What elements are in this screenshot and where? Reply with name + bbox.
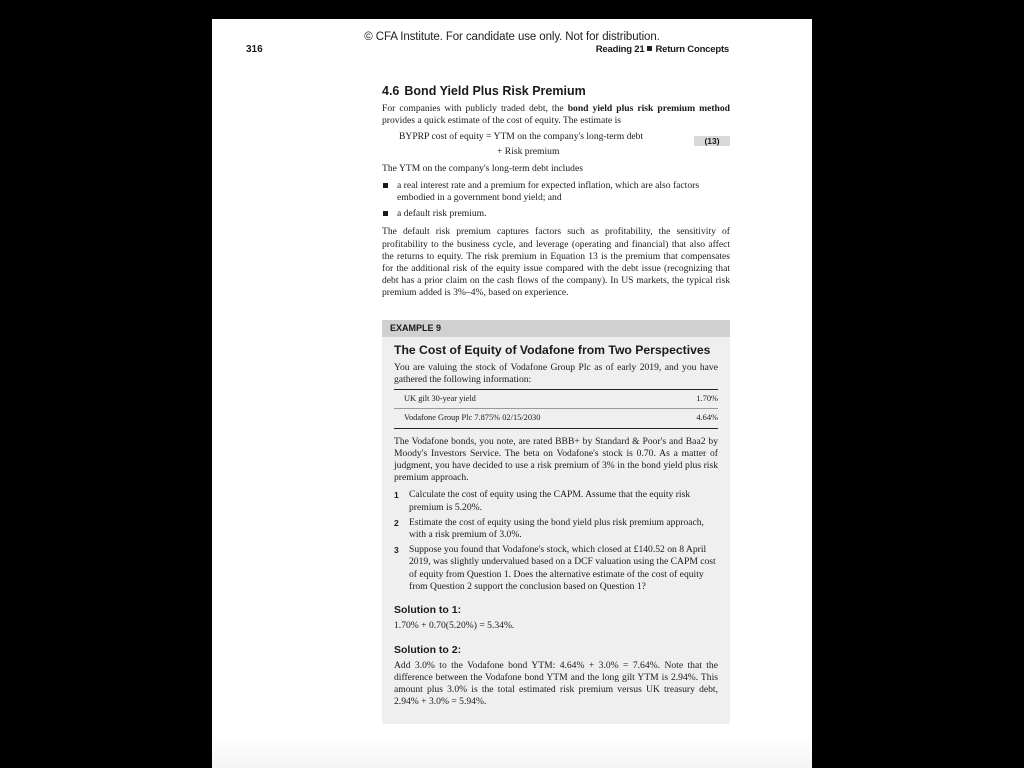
intro-text: For companies with publicly traded debt, the xyxy=(382,103,568,115)
solution-1-heading: Solution to 1: xyxy=(394,604,462,617)
section-number: 4.6 xyxy=(382,84,400,98)
page-number: 316 xyxy=(246,44,263,55)
page-bottom-shading xyxy=(212,738,812,768)
question-text: Calculate the cost of equity using the CAPM. Assume that the equity risk premium is 5.20%. xyxy=(409,489,691,513)
table-cell-value: 4.64% xyxy=(660,409,718,428)
document-page xyxy=(212,19,812,768)
question-list xyxy=(394,489,718,593)
yield-table xyxy=(394,389,718,428)
equation-line-1: BYPRP cost of equity = YTM on the company's long-term debt xyxy=(399,130,644,142)
intro-text-end: provides a quick estimate of the cost of equity. The estimate is xyxy=(382,115,621,127)
reading-label: Reading 21 xyxy=(595,44,645,55)
question-number: 1 xyxy=(394,490,399,501)
equation-13 xyxy=(382,131,730,157)
square-bullet-icon xyxy=(383,183,388,188)
example-box xyxy=(382,320,730,724)
question-item xyxy=(394,544,718,593)
question-text: Estimate the cost of equity using the bond yield plus risk premium approach, with a risk premium of 3.0%. xyxy=(409,516,704,541)
example-paragraph: The Vodafone bonds, you note, are rated BBB+ by Standard & Poor's and Baa2 by Moody's Investors Service. The beta on Vodafone's stock is 0.70. As a matter of judgment, you have decided to use a risk premium of 3% in the bond yield plus risk premium approach. xyxy=(394,435,718,484)
question-number: 2 xyxy=(394,517,399,528)
table-cell-label: Vodafone Group Plc 7.875% 02/15/2030 xyxy=(394,409,660,428)
ytm-intro: The YTM on the company's long-term debt includes xyxy=(382,162,583,174)
equation-number: (13) xyxy=(694,136,730,146)
question-text: Suppose you found that Vodafone's stock, which closed at £140.52 on 8 April 2019, was slightly undervalued based on a DCF valuation using the CAPM cost of equity from Question 1. Does the alternative estimate of the cost of equity from Question 2 support the conclusion based on Question 1? xyxy=(409,544,716,592)
list-item xyxy=(382,180,730,204)
example-intro: You are valuing the stock of Vodafone Group Plc as of early 2019, and you have gathered the following information: xyxy=(394,361,718,386)
list-item xyxy=(382,208,730,220)
bullet-text: a real interest rate and a premium for expected inflation, which are also factors embodied in a government bond yield; and xyxy=(397,179,700,204)
running-header xyxy=(596,44,729,55)
solution-2-heading: Solution to 2: xyxy=(394,643,462,656)
table-cell-label: UK gilt 30-year yield xyxy=(394,390,660,409)
square-bullet-icon xyxy=(383,211,388,216)
question-item xyxy=(394,489,718,513)
intro-term: bond yield plus risk premium method xyxy=(567,103,731,115)
table-row xyxy=(394,409,718,428)
copyright-notice: © CFA Institute. For candidate use only. Not for distribution. xyxy=(364,31,660,43)
solution-1-text: 1.70% + 0.70(5.20%) = 5.34%. xyxy=(394,620,515,632)
default-risk-paragraph: The default risk premium captures factors such as profitability, the sensitivity of profitability to the business cycle, and leverage (operating and financial) that also affect the returns to equity. The risk premium in Equation 13 is the premium that compensates for the additional risk of the equity issue compared with the debt issue (recognizing that debt has a prior claim on the cash flows of the company). In US markets, the typical risk premium added is 3%–4%, based on experience. xyxy=(382,226,730,299)
intro-paragraph xyxy=(382,103,730,127)
example-label: EXAMPLE 9 xyxy=(382,320,730,337)
example-title: The Cost of Equity of Vodafone from Two Perspectives xyxy=(394,342,711,357)
section-title: Bond Yield Plus Risk Premium xyxy=(404,84,586,98)
page-content xyxy=(382,85,730,724)
example-body xyxy=(382,337,730,724)
bullet-text: a default risk premium. xyxy=(397,208,487,220)
question-number: 3 xyxy=(394,545,399,556)
bullet-list xyxy=(382,180,730,221)
equation-line-2: + Risk premium xyxy=(497,145,560,157)
section-heading xyxy=(382,85,730,97)
square-separator-icon xyxy=(647,46,652,51)
table-row xyxy=(394,390,718,409)
question-item xyxy=(394,517,718,541)
table-cell-value: 1.70% xyxy=(660,390,718,409)
solution-2-text: Add 3.0% to the Vodafone bond YTM: 4.64% + 3.0% = 7.64%. Note that the difference between the Vodafone bond YTM and the long gilt YTM is 2.94%. This amount plus 3.0% is the total estimated risk premium versus UK treasury debt, 2.94% + 3.0% = 5.94%. xyxy=(394,659,718,708)
section-name: Return Concepts xyxy=(655,44,729,55)
